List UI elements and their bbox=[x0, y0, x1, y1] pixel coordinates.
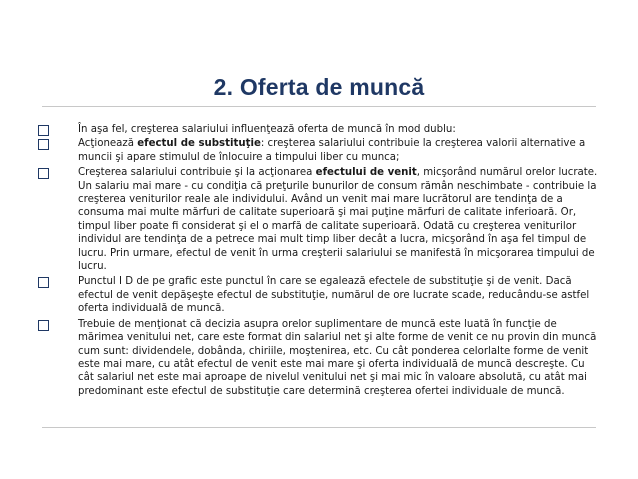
bottom-divider bbox=[42, 427, 596, 428]
list-item bbox=[38, 137, 598, 164]
list-item-text: Trebuie de menţionat că decizia asupra orelor suplimentare de muncă este luată în funcţie de mărimea venitului net, care este format din salariul net şi alte forme de venit ce nu provin din muncă cum sunt: dividendele, dobânda, chiriile, moştenirea, etc. Cu cât ponderea celorlalte forme de venit este mai mare, cu atât efectul de venit este mai mare şi oferta individuală de muncă descreşte. Cu cât salariul net este mai aproape de nivelul venitului net şi mai mic în valoare absolută, cu atât mai predominant este efectul de substituţie care determină creşterea ofertei individuale de muncă. bbox=[78, 318, 597, 397]
list-item-text: Creşterea salariului contribuie şi la acţionarea efectului de venit, micşorând numărul orelor lucrate. Un salariu mai mare - cu condiţia că preţurile bunurilor de consum rămân neschimbate - contribuie la creşterea veniturilor reale ale individului. Având un venit mai mare lucrătorul are tendinţa de a consuma mai multe mărfuri de calitate superioară şi mai puţine mărfuri de calitate inferioară. Or, timpul liber poate fi considerat şi el o marfă de calitate superioară. Odată cu creşterea veniturilor individul are tendinţa de a petrece mai mult timp liber decât a lucra, micşorând în aşa fel timpul de lucru. Prin urmare, efectul de venit în urma creşterii salariului se manifestă în micşorarea timpului de lucru. bbox=[78, 167, 598, 273]
square-bullet-icon bbox=[38, 139, 49, 150]
slide-title: 2. Oferta de muncă bbox=[213, 74, 425, 100]
list-item bbox=[38, 166, 598, 273]
square-bullet-icon bbox=[38, 277, 49, 288]
list-item bbox=[38, 123, 598, 136]
list-item-text: Acţionează efectul de substituţie: creşterea salariului contribuie la creşterea valorii alternative a muncii şi apare stimulul de înlocuire a timpului liber cu munca; bbox=[78, 138, 586, 163]
list-item bbox=[38, 318, 598, 398]
list-item-text: În aşa fel, creşterea salariului influenţează oferta de muncă în mod dublu: bbox=[78, 124, 456, 135]
list-item-text: Punctul I D de pe grafic este punctul în care se egalează efectele de substituţie şi de venit. Dacă efectul de venit depăşeşte efectul de substituţie, numărul de ore lucrate scade, reducându-se astfel oferta individuală de muncă. bbox=[78, 276, 590, 315]
square-bullet-icon bbox=[38, 168, 49, 179]
square-bullet-icon bbox=[38, 125, 49, 136]
square-bullet-icon bbox=[38, 320, 49, 331]
list-item bbox=[38, 275, 598, 315]
bullet-list bbox=[38, 123, 598, 399]
title-divider bbox=[42, 106, 596, 107]
